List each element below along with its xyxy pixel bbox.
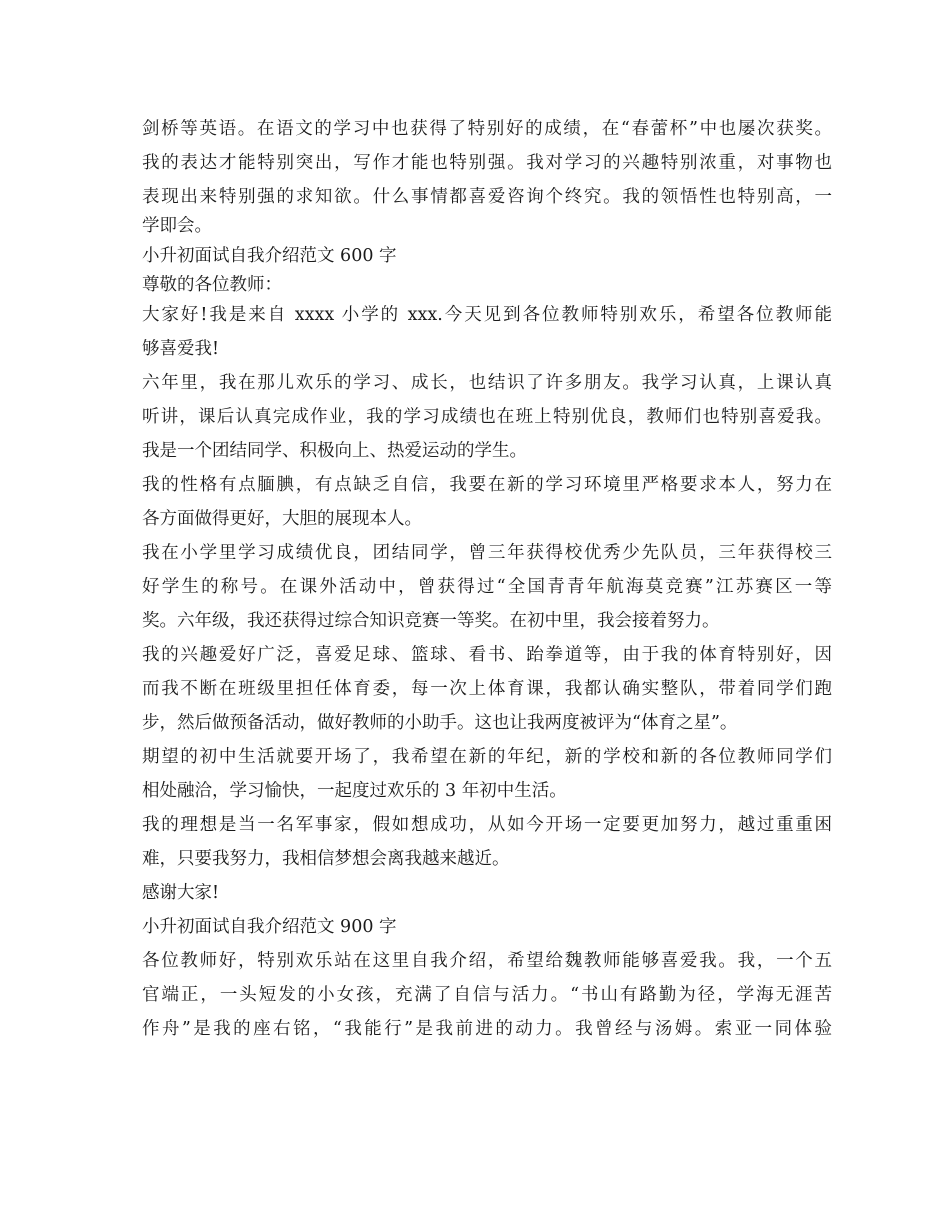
- text-line: 我的兴趣爱好广泛，喜爱足球、篮球、看书、跆拳道等，由于我的体育特别好，因: [142, 645, 832, 665]
- text-line: 我是一个团结同学、积极向上、热爱运动的学生。: [142, 441, 527, 461]
- text-line: 官端正，一头短发的小女孩，充满了自信与活力。“书山有路勤为径，学海无涯苦: [142, 985, 832, 1005]
- document-body: [142, 112, 832, 1046]
- text-line: 小升初面试自我介绍范文 900 字: [142, 917, 397, 937]
- text-line: 六年里，我在那儿欢乐的学习、成长，也结识了许多朋友。我学习认真，上课认真: [142, 373, 832, 393]
- text-line: 剑桥等英语。在语文的学习中也获得了特别好的成绩，在“春蕾杯”中也屡次获奖。: [142, 119, 832, 139]
- text-line: 各位教师好，特别欢乐站在这里自我介绍，希望给魏教师能够喜爱我。我，一个五: [142, 951, 832, 971]
- text-line: 而我不断在班级里担任体育委，每一次上体育课，我都认确实整队，带着同学们跑: [142, 679, 832, 699]
- text-line: 听讲，课后认真完成作业，我的学习成绩也在班上特别优良，教师们也特别喜爱我。: [142, 407, 832, 427]
- text-line: 难，只要我努力，我相信梦想会离我越来越近。: [142, 849, 510, 869]
- text-line: 表现出来特别强的求知欲。什么事情都喜爱咨询个终究。我的领悟性也特别高，一: [142, 187, 832, 207]
- text-line: 我的性格有点腼腆，有点缺乏自信，我要在新的学习环境里严格要求本人，努力在: [142, 475, 832, 495]
- text-line: 尊敬的各位教师：: [142, 275, 282, 295]
- text-line: 各方面做得更好，大胆的展现本人。: [142, 509, 422, 529]
- text-line: 奖。六年级，我还获得过综合知识竞赛一等奖。在初中里，我会接着努力。: [142, 611, 720, 631]
- text-line: 感谢大家!: [142, 883, 220, 903]
- text-line: 相处融洽，学习愉快，一起度过欢乐的 3 年初中生活。: [142, 781, 567, 801]
- text-line: 小升初面试自我介绍范文 600 字: [142, 246, 397, 266]
- text-line: 大家好!我是来自 xxxx 小学的 xxx.今天见到各位教师特别欢乐，希望各位教师能: [142, 305, 832, 325]
- text-line: 够喜爱我!: [142, 339, 220, 359]
- text-line: 我的表达才能特别突出，写作才能也特别强。我对学习的兴趣特别浓重，对事物也: [142, 153, 832, 173]
- text-line: 期望的初中生活就要开场了，我希望在新的年纪，新的学校和新的各位教师同学们: [142, 747, 832, 767]
- text-line: 我在小学里学习成绩优良，团结同学，曾三年获得校优秀少先队员，三年获得校三: [142, 543, 832, 563]
- text-line: 学即会。: [142, 216, 212, 236]
- text-line: 好学生的称号。在课外活动中，曾获得过“全国青青年航海莫竞赛”江苏赛区一等: [142, 577, 832, 597]
- text-line: 作舟”是我的座右铭，“我能行”是我前进的动力。我曾经与汤姆。索亚一同体验: [142, 1019, 832, 1039]
- text-line: 我的理想是当一名军事家，假如想成功，从如今开场一定要更加努力，越过重重困: [142, 815, 832, 835]
- text-line: 步，然后做预备活动，做好教师的小助手。这也让我两度被评为“体育之星”。: [142, 713, 738, 733]
